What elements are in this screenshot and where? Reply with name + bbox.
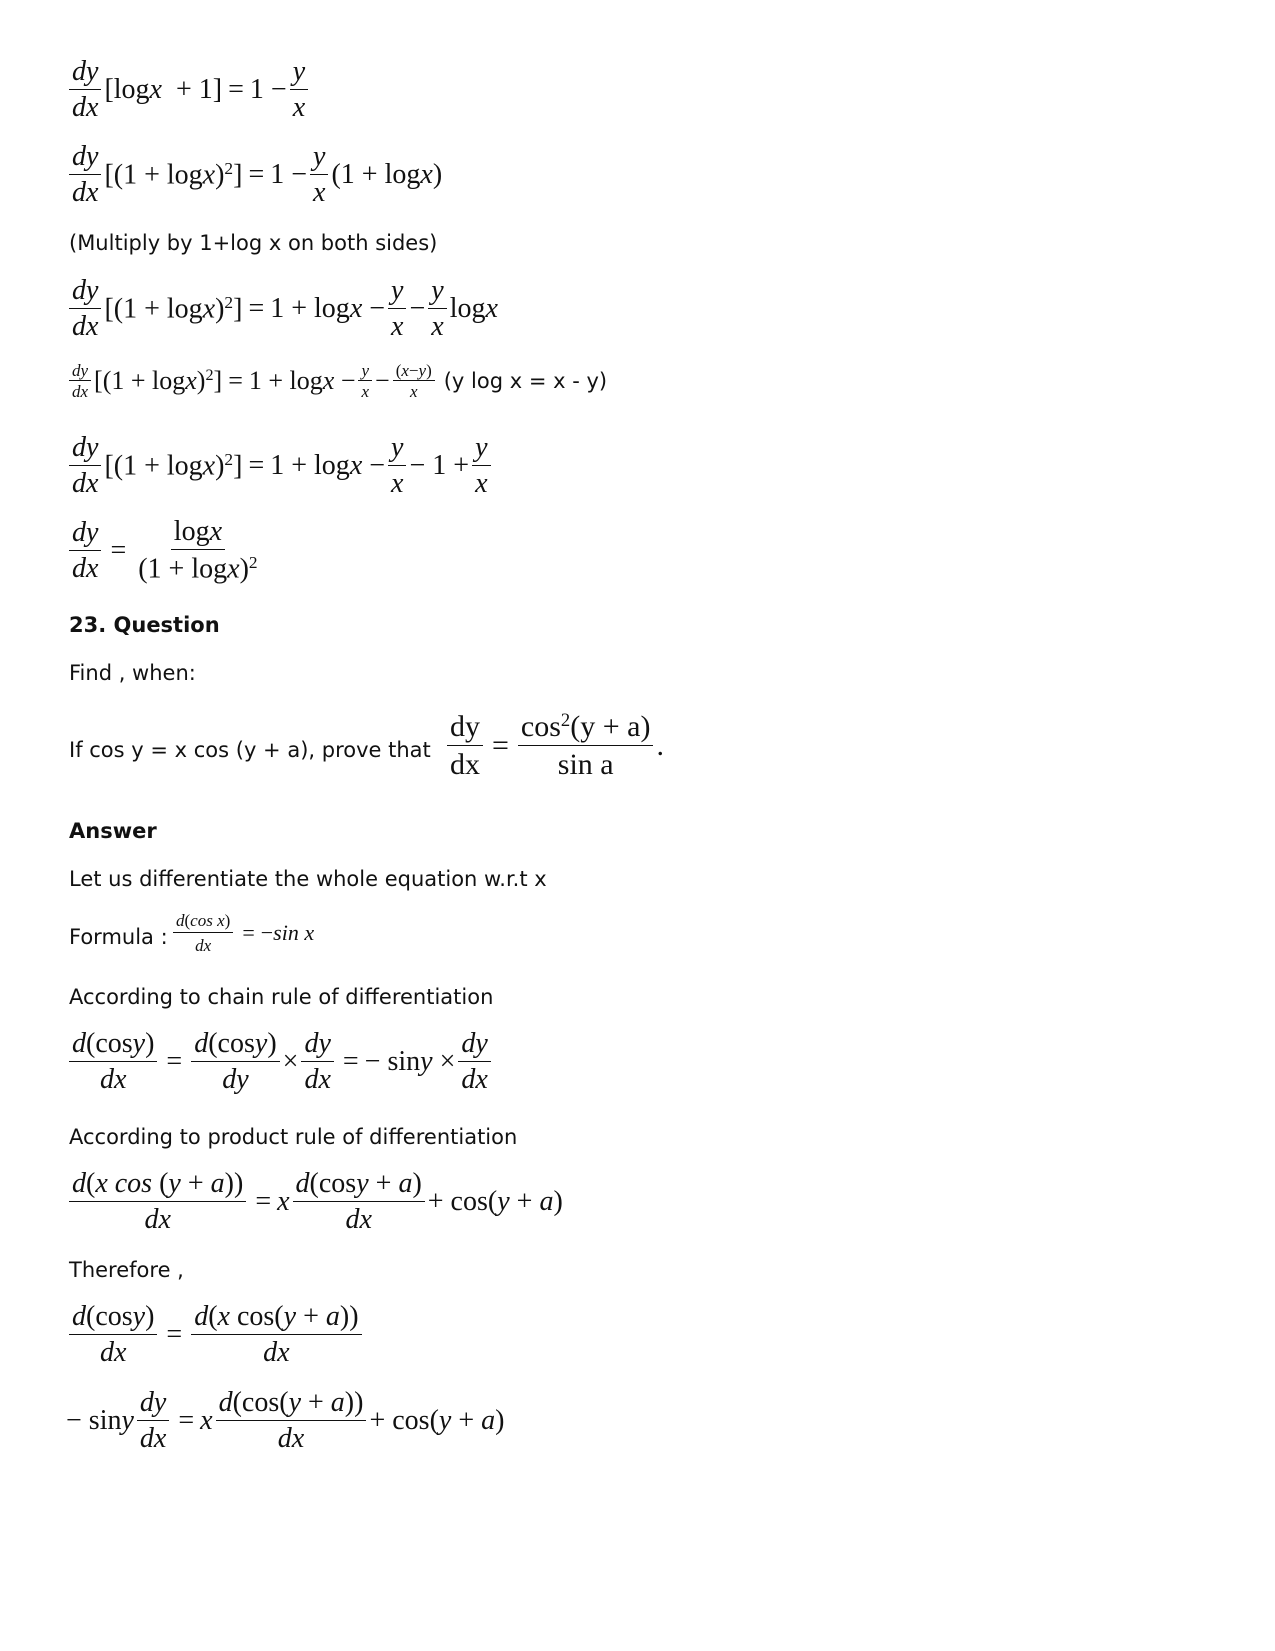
- equation-5: $\frac{dy}{dx}$ $[(1 + \log x)^2]$ = 1 + logx − $\frac{y}{x}$ − 1 + $\frac{y}{x}$: [66, 434, 494, 498]
- formula-equation: $\frac{\text{d(cos x)}}{dx}$ = −sin x: [170, 912, 314, 954]
- equation-3: $\frac{dy}{dx}$ $[(1 + \log x)^2]$ = 1 + logx − $\frac{y}{x}$ − $\frac{y}{x}$ logx: [66, 277, 498, 341]
- find-when-text: Find , when:: [69, 661, 196, 685]
- chain-rule-note: According to chain rule of differentiation: [69, 985, 494, 1009]
- equation-1: $\frac{dy}{dx}$ [logx + 1] = 1 − $\frac{y}{x}$: [66, 58, 311, 122]
- differentiate-note: Let us differentiate the whole equation w.r.t x: [69, 867, 547, 891]
- therefore-equation: $\frac{d(\cos y)}{dx}$ = $\frac{\text{d(x cos(y + a))}}{dx}$: [66, 1303, 365, 1367]
- multiply-note: (Multiply by 1+log x on both sides): [69, 231, 438, 255]
- final-equation: − siny $\frac{dy}{dx}$ = x $\frac{d(\cos(y + a))}{dx}$ + cos(y + a): [66, 1387, 505, 1454]
- problem-statement: If cos y = x cos (y + a), prove that: [69, 738, 431, 762]
- problem-equation: $\frac{dy}{dx}$ = $\frac{\cos^2(y + a)}{\text{sin a}}$ .: [444, 712, 664, 780]
- equation-2: $\frac{dy}{dx}$ $[(1 + \log x)^2]$ = 1 − $\frac{y}{x}$ (1 + logx): [66, 143, 442, 207]
- answer-heading: Answer: [69, 819, 157, 843]
- formula-label: Formula :: [69, 925, 168, 949]
- equation-6: $\frac{dy}{dx}$ = $\frac{\log x}{(1 + \log x)^2}$: [66, 518, 264, 584]
- equation-4: $\frac{dy}{dx}$ $[(1 + \log x)^2]$ = 1 + logx − $\frac{y}{x}$ − $\frac{(x-y)}{x}$ (y log x = x - y): [66, 362, 607, 400]
- substitution-note: (y log x = x - y): [443, 368, 608, 393]
- therefore-note: Therefore ,: [69, 1258, 184, 1282]
- product-rule-equation: $\frac{\text{d(x cos (y + a))}}{dx}$ = x $\frac{d(\cos y + a)}{dx}$ + cos(y + a): [66, 1170, 563, 1234]
- question-heading: 23. Question: [69, 613, 220, 637]
- chain-rule-equation: $\frac{d(\cos y)}{dx}$ = $\frac{d(\cos y)}{dy}$ × $\frac{dy}{dx}$ = − siny × $\frac{dy}{dx}$: [66, 1030, 494, 1094]
- product-rule-note: According to product rule of differentiation: [69, 1125, 518, 1149]
